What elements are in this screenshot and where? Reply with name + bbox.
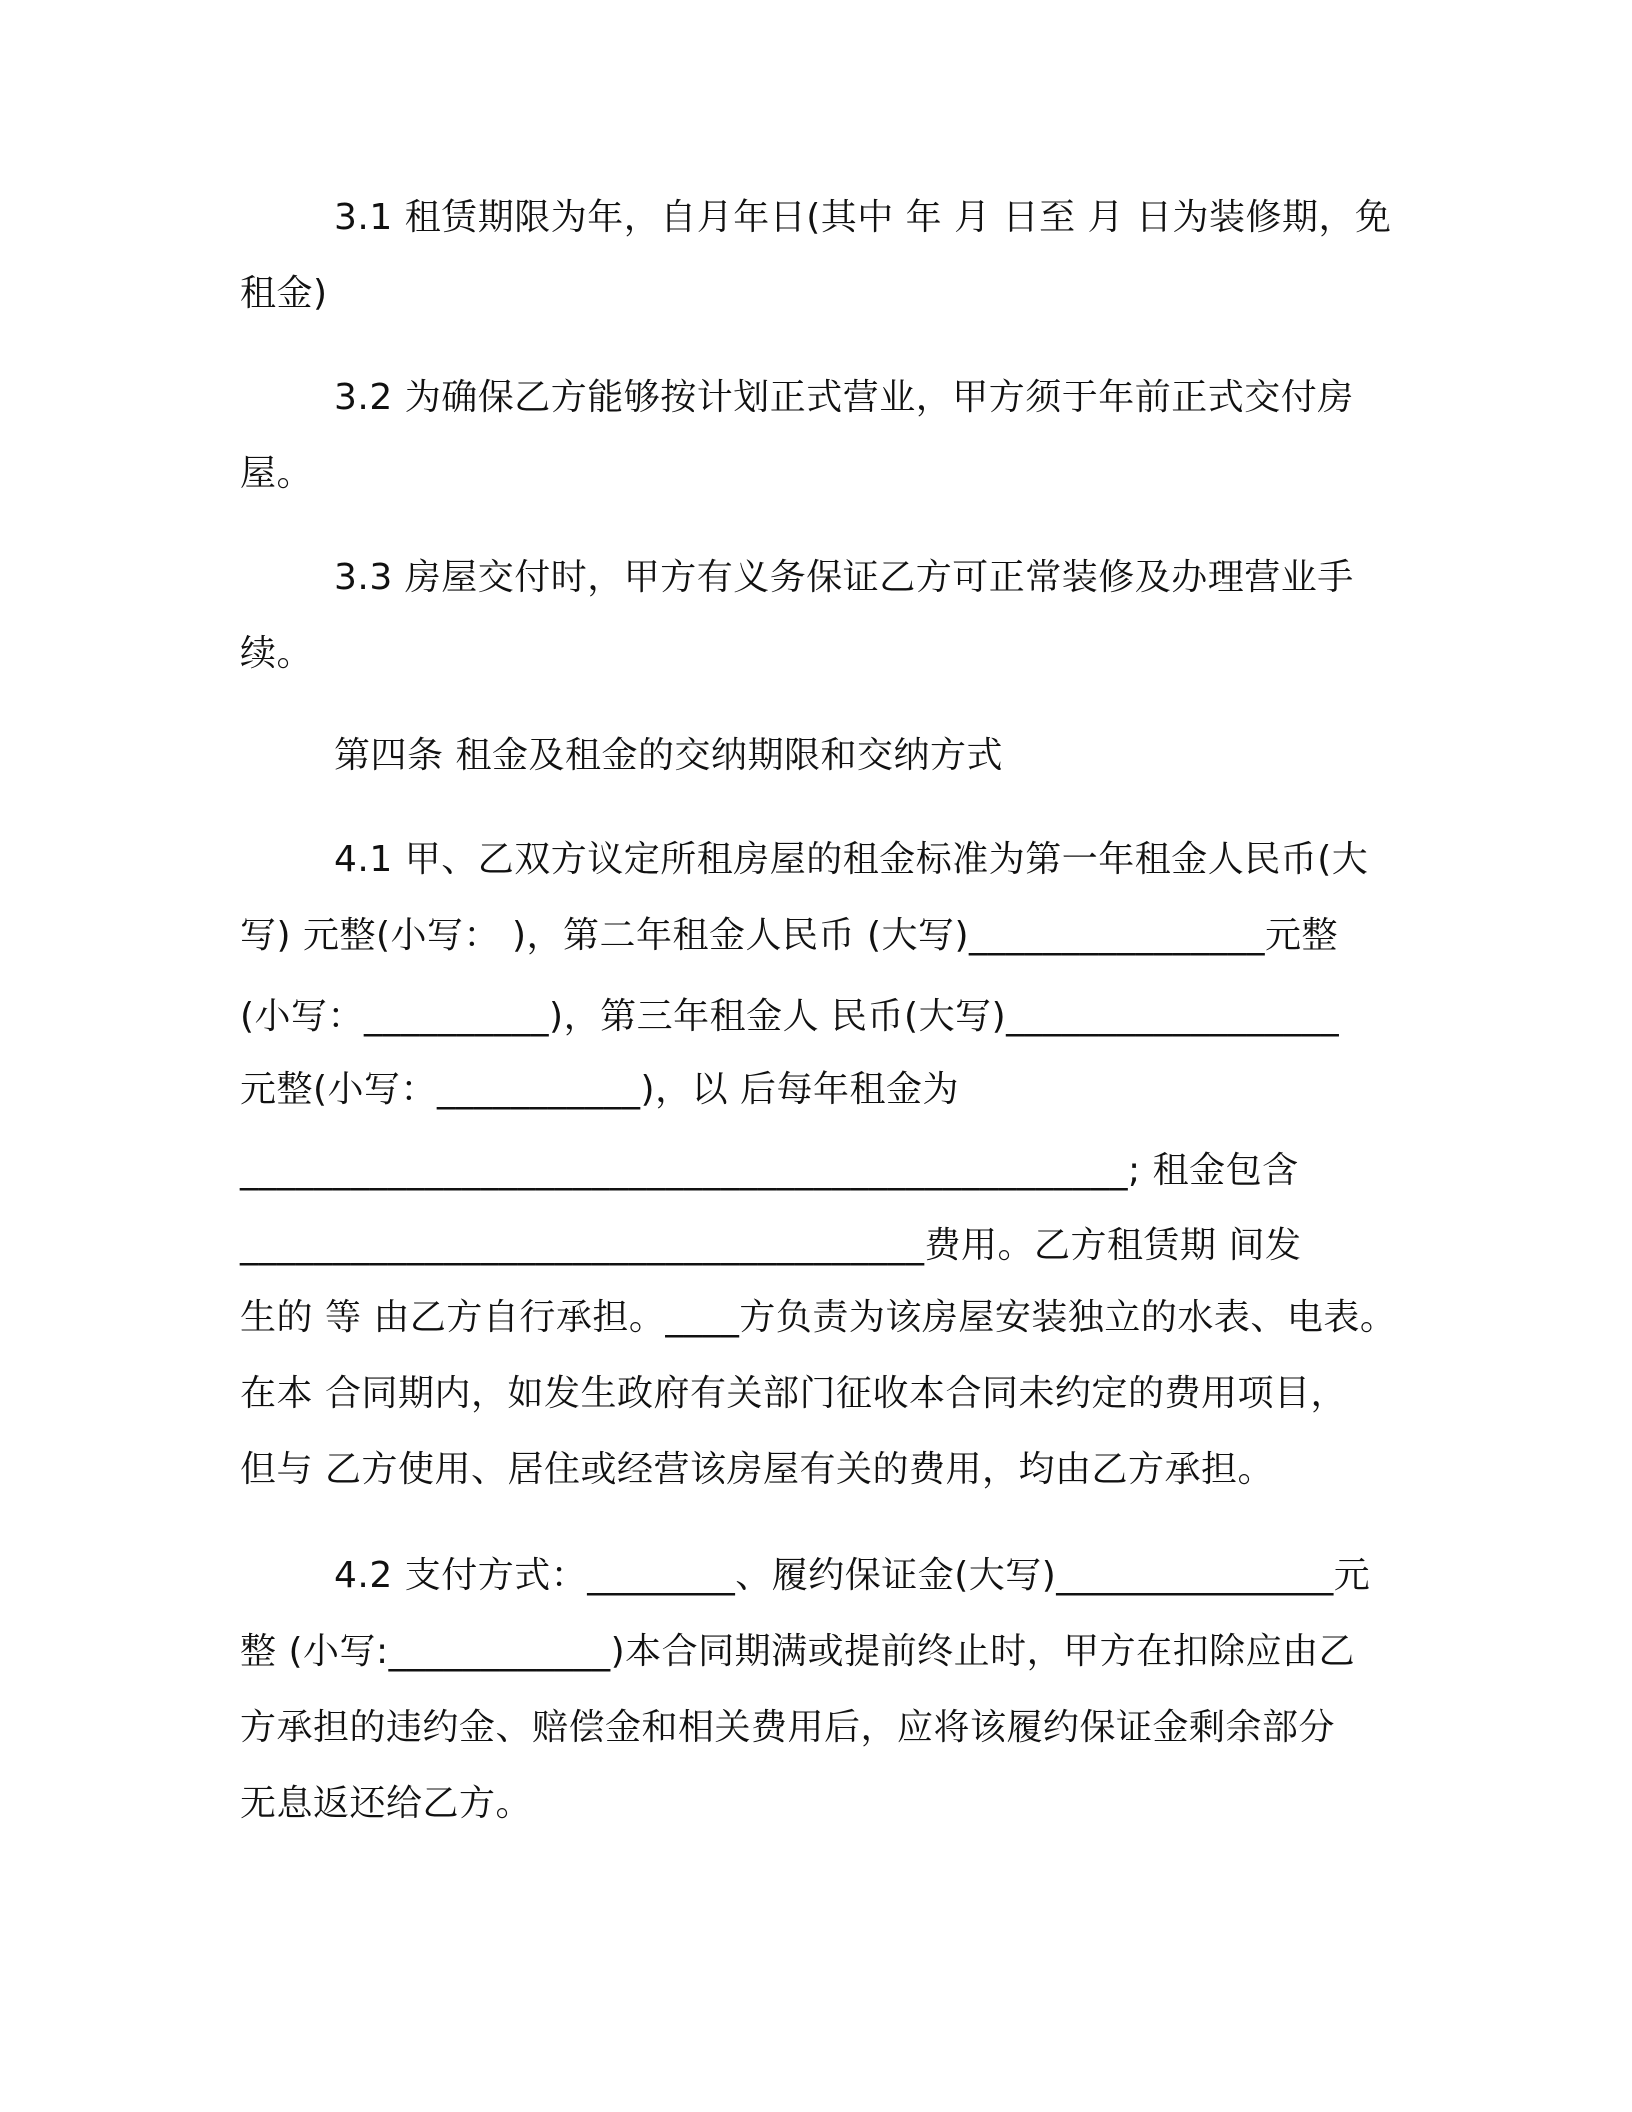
clause-4-2-line-3: 方承担的违约金、赔偿金和相关费用后，应将该履约保证金剩余部分 <box>240 1707 1336 1748</box>
article-4-heading: 第四条 租金及租金的交纳期限和交纳方式 <box>334 735 1003 776</box>
clause-3-3-line-2: 续。 <box>240 633 314 674</box>
clause-3-1-line-1: 3.1 租赁期限为年，自月年日(其中 年 月 日至 月 日为装修期，免 <box>334 197 1392 238</box>
clause-4-1-line-1: 4.1 甲、乙双方议定所租房屋的租金标准为第一年租金人民币(大 <box>334 839 1369 880</box>
clause-4-2-line-1: 4.2 支付方式：________、履约保证金(大写)_______________元 <box>334 1555 1371 1596</box>
clause-4-2-line-4: 无息返还给乙方。 <box>240 1783 533 1824</box>
clause-4-1-line-9: 但与 乙方使用、居住或经营该房屋有关的费用，均由乙方承担。 <box>240 1449 1274 1490</box>
clause-4-1-line-2: 写) 元整(小写： )，第二年租金人民币 (大写)________________元整 <box>240 915 1339 956</box>
clause-3-3-line-1: 3.3 房屋交付时，甲方有义务保证乙方可正常装修及办理营业手 <box>334 557 1354 598</box>
clause-4-1-line-7: 生的 等 由乙方自行承担。____方负责为该房屋安装独立的水表、电表。 <box>240 1297 1397 1338</box>
clause-3-2-line-2: 屋。 <box>240 453 314 494</box>
clause-3-2-line-1: 3.2 为确保乙方能够按计划正式营业，甲方须于年前正式交付房 <box>334 377 1354 418</box>
clause-4-1-line-6: _____________________________________费用。乙方租赁期 间发 <box>240 1225 1302 1266</box>
clause-4-2-line-2: 整 (小写:____________)本合同期满或提前终止时，甲方在扣除应由乙 <box>240 1631 1356 1672</box>
clause-3-1-line-2: 租金) <box>240 273 328 314</box>
clause-4-1-line-8: 在本 合同期内，如发生政府有关部门征收本合同未约定的费用项目， <box>240 1373 1347 1414</box>
clause-4-1-line-3: (小写：__________)，第三年租金人 民币(大写)__________________ <box>240 996 1340 1037</box>
clause-4-1-line-4: 元整(小写：___________)，以 后每年租金为 <box>240 1069 960 1110</box>
clause-4-1-line-5: ________________________________________________; 租金包含 <box>240 1150 1299 1191</box>
